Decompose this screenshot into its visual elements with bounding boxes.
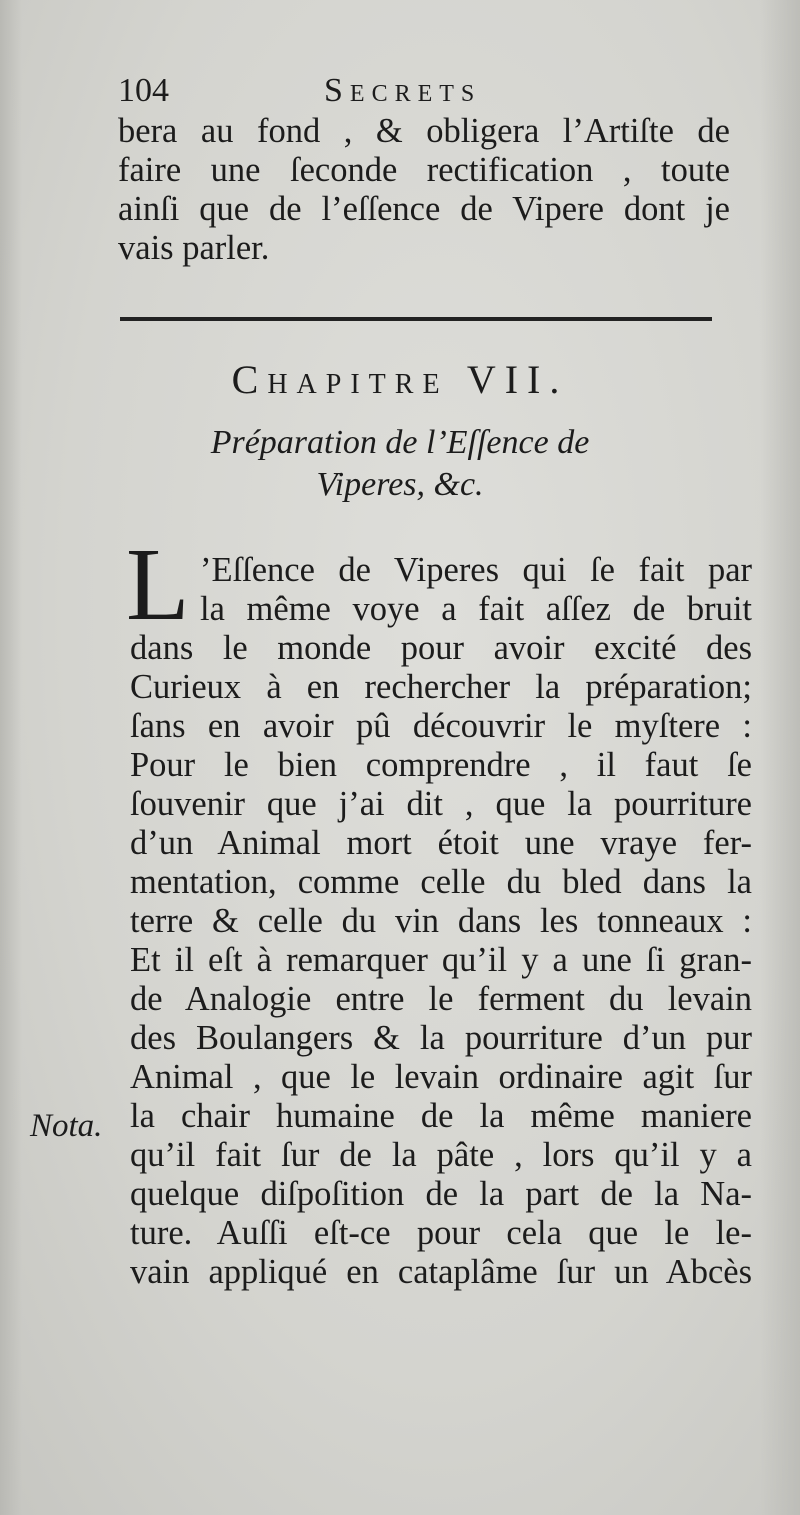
top-paragraph bbox=[118, 112, 730, 268]
text-line: quelque diſpoſition de la part de la Na- bbox=[130, 1175, 752, 1213]
text-line: ſans en avoir pû découvrir le myſtere : bbox=[130, 707, 752, 745]
text-line: Animal , que le levain ordinaire agit ſur bbox=[130, 1058, 752, 1096]
text-line: vais parler. bbox=[118, 229, 270, 267]
text-line: ſouvenir que j’ai dit , que la pourriture bbox=[130, 785, 752, 823]
chapter-title: Chapitre VII. bbox=[231, 357, 569, 402]
text-line: Pour le bien comprendre , il faut ſe bbox=[130, 746, 752, 784]
chapter-subtitle-line: Préparation de l’Eſſence de bbox=[210, 424, 590, 461]
text-line: des Boulangers & la pourriture d’un pur bbox=[130, 1019, 752, 1057]
text-line: Curieux à en rechercher la préparation; bbox=[130, 668, 752, 706]
text-line: ainſi que de l’eſſence de Vipere dont je bbox=[118, 190, 730, 228]
margin-note: Nota. bbox=[30, 1108, 103, 1144]
text-line: la chair humaine de la même maniere bbox=[130, 1097, 752, 1135]
text-line: dans le monde pour avoir excité des bbox=[130, 629, 752, 667]
page-number: 104 bbox=[118, 72, 169, 109]
text-line: vain appliqué en cataplâme ſur un Abcès bbox=[130, 1253, 752, 1291]
text-line: Et il eſt à remarquer qu’il y a une ſi gran- bbox=[130, 941, 752, 979]
drop-cap: L bbox=[126, 527, 190, 642]
page-shadow-left bbox=[0, 0, 22, 1515]
chapter-subtitle-line: Viperes, &c. bbox=[316, 466, 484, 503]
text-line: terre & celle du vin dans les tonneaux : bbox=[130, 902, 752, 940]
text-line: qu’il fait ſur de la pâte , lors qu’il y a bbox=[130, 1136, 752, 1174]
chapter-divider-rule bbox=[120, 317, 712, 321]
text-line: ture. Auſſi eſt-ce pour cela que le le- bbox=[130, 1214, 752, 1252]
running-head: Secrets bbox=[324, 72, 482, 109]
chapter-body bbox=[130, 551, 752, 1292]
text-line: la même voye a fait aſſez de bruit bbox=[200, 590, 752, 628]
text-line: ’Eſſence de Viperes qui ſe fait par bbox=[200, 551, 752, 589]
text-line: de Analogie entre le ferment du levain bbox=[130, 980, 752, 1018]
text-line: bera au fond , & obligera l’Artiſte de bbox=[118, 112, 730, 150]
page-shadow-right bbox=[760, 0, 800, 1515]
chapter-subtitle bbox=[0, 422, 800, 506]
text-line: d’un Animal mort étoit une vraye fer- bbox=[130, 824, 752, 862]
text-line: faire une ſeconde rectification , toute bbox=[118, 151, 730, 189]
text-line: mentation, comme celle du bled dans la bbox=[130, 863, 752, 901]
